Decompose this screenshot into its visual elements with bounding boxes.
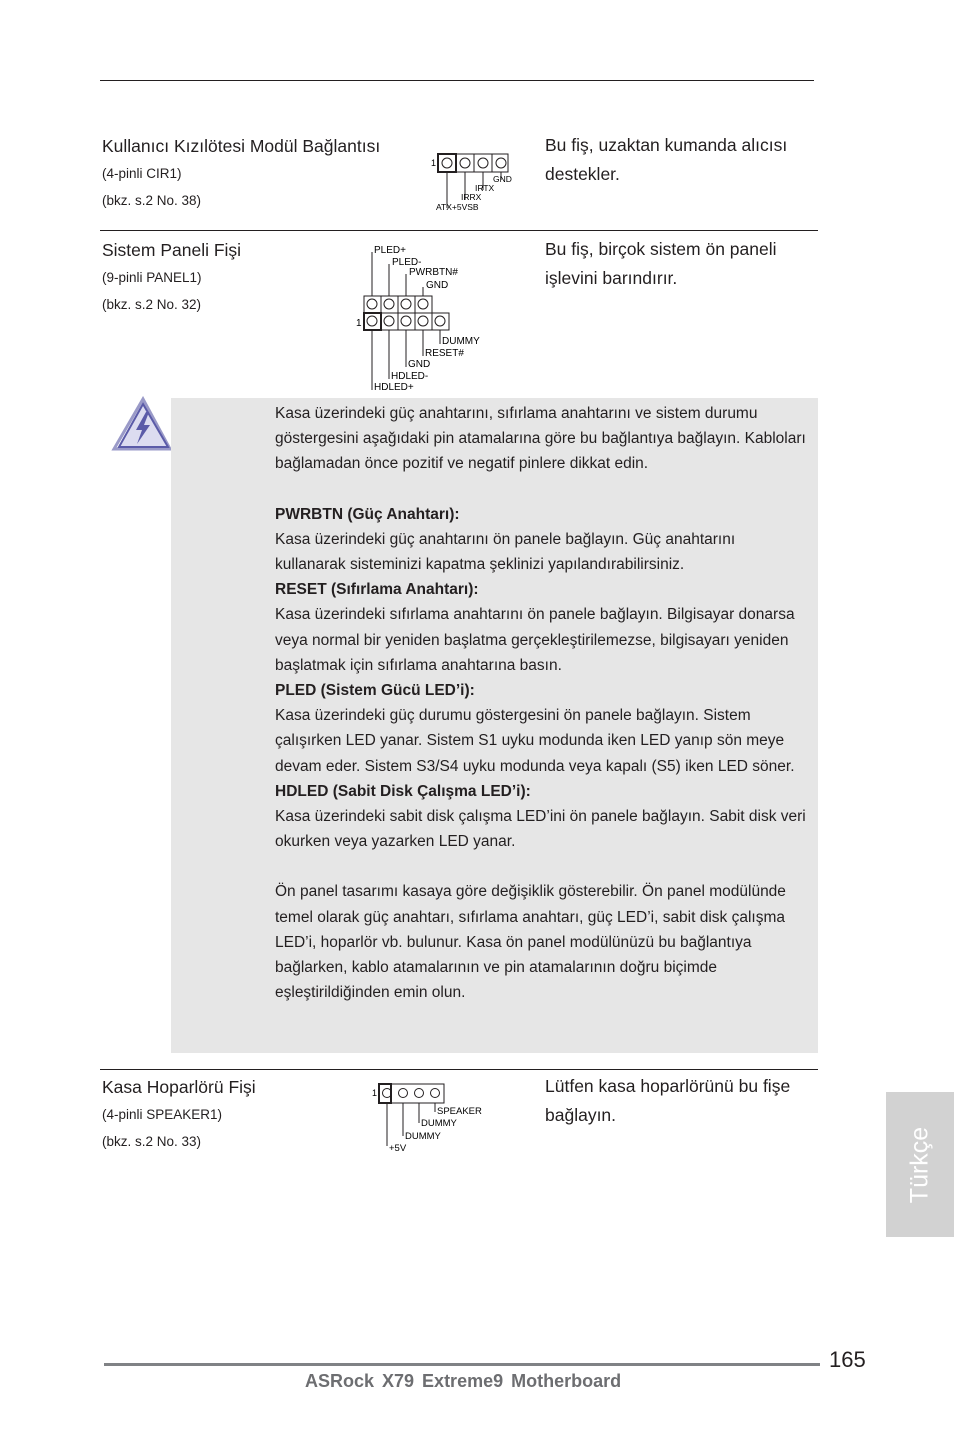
hdled-heading: HDLED (Sabit Disk Çalışma LED’i): bbox=[275, 782, 531, 800]
cir-description: Bu fiş, uzaktan kumanda alıcısı destekler. bbox=[545, 135, 788, 184]
speaker-connector-diagram bbox=[368, 1080, 488, 1154]
dummy1-label: DUMMY bbox=[421, 1118, 457, 1129]
gnd-label: GND bbox=[493, 174, 512, 184]
hdled-text: Kasa üzerindeki sabit disk çalışma LED’ini ön panele bağlayın. Sabit disk veri okurken veya yazarken LED yanar. bbox=[275, 808, 806, 851]
top-rule bbox=[100, 80, 814, 81]
language-tab-label: Türkçe bbox=[905, 1126, 934, 1203]
speaker-title: Kasa Hoparlörü Fişi bbox=[102, 1077, 256, 1097]
pledminus-label: PLED- bbox=[392, 257, 422, 268]
divider-1 bbox=[100, 230, 818, 231]
cir-pins: (4-pinli CIR1) bbox=[102, 166, 182, 181]
reset-label: RESET# bbox=[425, 348, 464, 359]
gnd-top-label: GND bbox=[426, 280, 449, 291]
page-number: 165 bbox=[829, 1347, 866, 1372]
cir-title: Kullanıcı Kızılötesi Modül Bağlantısı bbox=[102, 136, 381, 156]
panel-description: Bu fiş, birçok sistem ön paneli işlevini barındırır. bbox=[545, 239, 777, 288]
plus5v-label: +5V bbox=[389, 1143, 407, 1154]
language-tab bbox=[886, 1092, 954, 1237]
speaker-pins: (4-pinli SPEAKER1) bbox=[102, 1107, 223, 1122]
note-outro: Ön panel tasarımı kasaya göre değişiklik gösterebilir. Ön panel modülünde temel olarak güç anahtarı, sıfırlama anahtarı, güç LED’i, sabit disk çalışma LED’i, hoparlör vb. bulunur. Kasa ön panel modülünüzü bu bağlantıya bağlarken, kablo atamalarının ve pin atamalarının doğru biçimde eşleştirildiğinden emin olun. bbox=[275, 883, 786, 1002]
pled-text: Kasa üzerindeki güç durumu göstergesini ön panele bağlayın. Sistem çalışırken LED yanar. Sistem S1 uyku modunda iken LED yanıp sön meye devam eder. Sistem S3/S4 uyku modunda veya kapalı (S5) iken LED söner. bbox=[275, 707, 795, 775]
dummy2-label: DUMMY bbox=[405, 1131, 441, 1142]
pled-heading: PLED (Sistem Gücü LED’i): bbox=[275, 682, 475, 700]
speaker-label: SPEAKER bbox=[437, 1106, 482, 1117]
panel-pins: (9-pinli PANEL1) bbox=[102, 270, 202, 285]
panel-connector-diagram bbox=[352, 240, 492, 392]
pwrbtn-text: Kasa üzerindeki güç anahtarını ön panele bağlayın. Güç anahtarını kullanarak sisteminizi kapatma şeklinizi yapılandırabilirsiniz. bbox=[275, 530, 736, 574]
hdledplus-label: HDLED+ bbox=[374, 382, 414, 392]
pwrbtn-heading: PWRBTN (Güç Anahtarı): bbox=[275, 505, 460, 523]
cir-connector-diagram bbox=[428, 148, 528, 214]
speaker-ref: (bkz. s.2 No. 33) bbox=[102, 1134, 202, 1149]
warning-icon bbox=[110, 396, 174, 454]
pwrbtn-label: PWRBTN# bbox=[409, 267, 458, 278]
cir-ref: (bkz. s.2 No. 38) bbox=[102, 193, 202, 208]
speaker-description: Lütfen kasa hoparlörünü bu fişe bağlayın. bbox=[545, 1076, 791, 1125]
pledplus-label: PLED+ bbox=[374, 245, 406, 256]
speaker-pin1-label: 1 bbox=[372, 1088, 378, 1098]
hdledminus-label: HDLED- bbox=[391, 371, 429, 382]
irtx-label: IRTX bbox=[475, 183, 495, 193]
footer-title: ASRock X79 Extreme9 Motherboard bbox=[305, 1371, 622, 1391]
reset-text: Kasa üzerindeki sıfırlama anahtarını ön panele bağlayın. Bilgisayar donarsa veya normal bir yeniden başlatma gerçekleştirilemezse, bilgisayarı yeniden başlatmak için sıfırlama anahtarına basın. bbox=[275, 606, 795, 674]
dummy-label: DUMMY bbox=[442, 336, 480, 347]
panel-title: Sistem Paneli Fişi bbox=[102, 240, 242, 260]
divider-2 bbox=[100, 1069, 818, 1070]
irrx-label: IRRX bbox=[461, 192, 482, 202]
atx5vsb-label: ATX+5VSB bbox=[436, 202, 479, 212]
panel-ref: (bkz. s.2 No. 32) bbox=[102, 297, 202, 312]
gnd-bottom-label: GND bbox=[408, 359, 431, 370]
pin1-label: 1 bbox=[431, 158, 437, 168]
reset-heading: RESET (Sıfırlama Anahtarı): bbox=[275, 581, 479, 599]
note-intro: Kasa üzerindeki güç anahtarını, sıfırlama anahtarını ve sistem durumu göstergesini aşağıdaki pin atamalarına göre bu bağlantıya bağlayın. Kabloları bağlamadan önce pozitif ve negatif pinlere dikkat edin. bbox=[275, 405, 806, 473]
footer-rule bbox=[104, 1363, 820, 1366]
panel-pin1-label: 1 bbox=[356, 318, 362, 329]
note-content bbox=[275, 401, 807, 1005]
